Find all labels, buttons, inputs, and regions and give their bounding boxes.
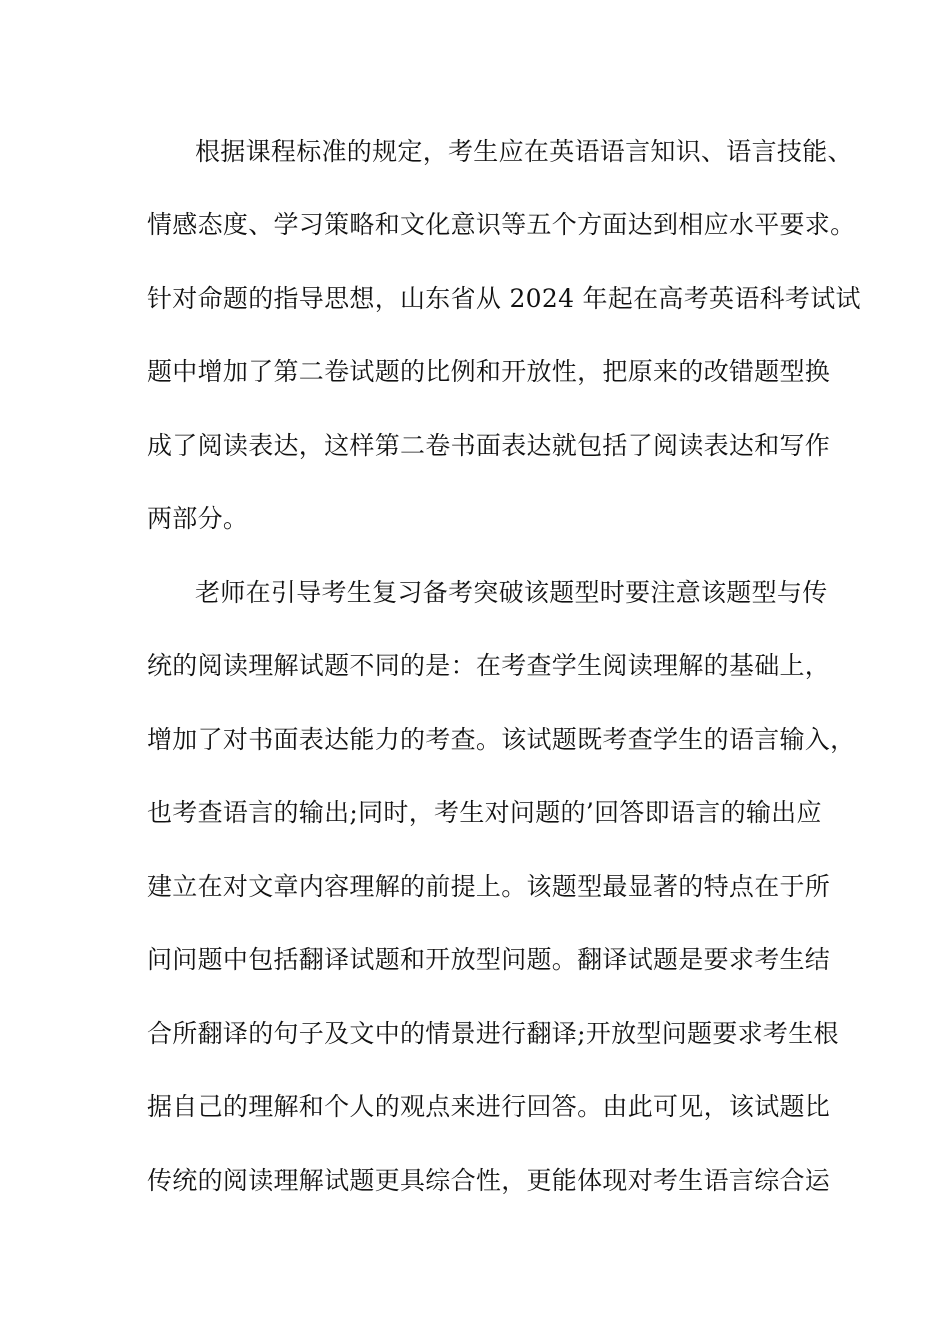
paragraph-1-line-3: 针对命题的指导思想，山东省从 2024 年起在高考英语科考试试 bbox=[147, 284, 861, 313]
paragraph-2-line-7: 合所翻译的句子及文中的情景进行翻译;开放型问题要求考生根 bbox=[147, 1019, 839, 1048]
paragraph-1-line-1: 根据课程标准的规定，考生应在英语语言知识、语言技能、 bbox=[195, 137, 853, 166]
paragraph-2-line-1: 老师在引导考生复习备考突破该题型时要注意该题型与传 bbox=[195, 578, 828, 607]
paragraph-2-line-5: 建立在对文章内容理解的前提上。该题型最显著的特点在于所 bbox=[147, 872, 831, 901]
paragraph-2-line-3: 增加了对书面表达能力的考查。该试题既考查学生的语言输入， bbox=[147, 725, 856, 754]
paragraph-2-line-2: 统的阅读理解试题不同的是：在考查学生阅读理解的基础上， bbox=[147, 651, 831, 680]
paragraph-2-line-4: 也考查语言的输出;同时，考生对问题的’回答即语言的输出应 bbox=[147, 798, 822, 827]
paragraph-1-line-5: 成了阅读表达，这样第二卷书面表达就包括了阅读表达和写作 bbox=[147, 431, 831, 460]
paragraph-1-line-2: 情感态度、学习策略和文化意识等五个方面达到相应水平要求。 bbox=[147, 210, 856, 239]
paragraph-1-line-4: 题中增加了第二卷试题的比例和开放性，把原来的改错题型换 bbox=[147, 357, 831, 386]
paragraph-1-line-6: 两部分。 bbox=[147, 504, 249, 533]
paragraph-2-line-9: 传统的阅读理解试题更具综合性，更能体现对考生语言综合运 bbox=[147, 1166, 831, 1195]
paragraph-2-line-8: 据自己的理解和个人的观点来进行回答。由此可见，该试题比 bbox=[147, 1092, 831, 1121]
paragraph-2-line-6: 问问题中包括翻译试题和开放型问题。翻译试题是要求考生结 bbox=[147, 945, 831, 974]
